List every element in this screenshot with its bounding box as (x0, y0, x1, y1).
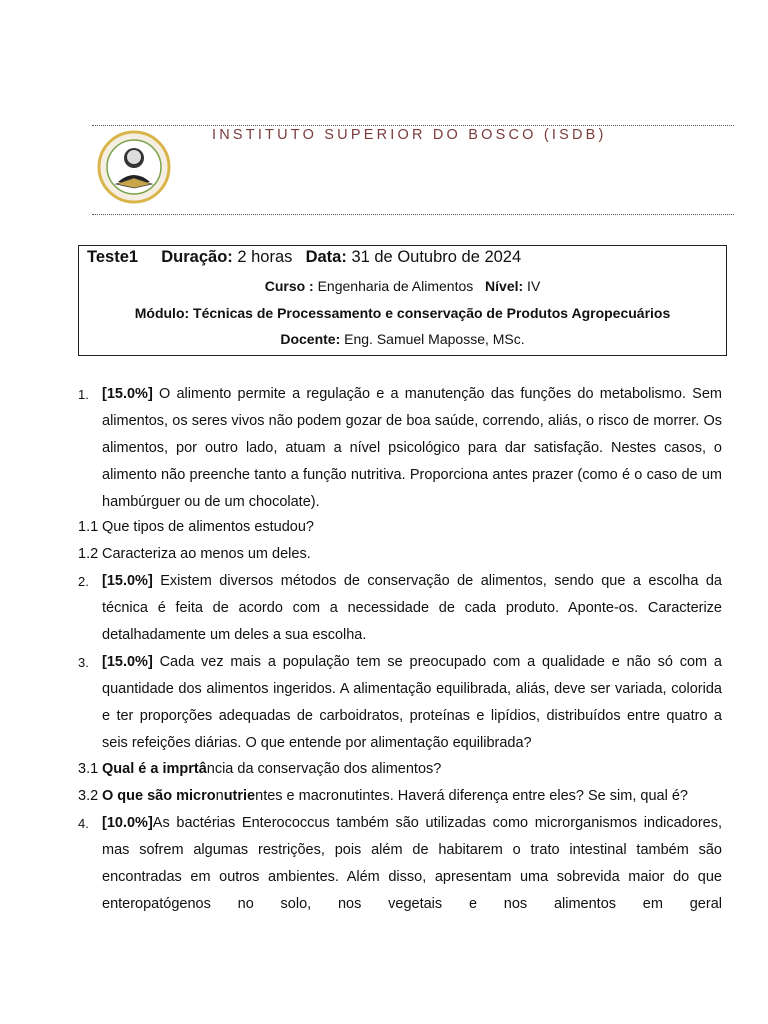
subquestion-number: 1.2 (78, 546, 99, 562)
module-line (79, 305, 726, 321)
logo-seal-icon (96, 130, 172, 204)
subquestion-1-2 (78, 541, 311, 568)
subquestion-rest-text: ntes e macronutintes. Haverá diferença entre eles? Se sim, qual é? (255, 788, 688, 804)
subquestion-number: 1.1 (78, 519, 99, 535)
course-label: Curso : (264, 278, 314, 294)
question-weight: [15.0%] (102, 386, 153, 402)
level-label: Nível: (485, 278, 524, 294)
course-value: Engenharia de Alimentos (313, 278, 474, 294)
question-number: 3. (78, 655, 89, 670)
subquestion-mid-text: n (215, 788, 224, 804)
course-line (79, 278, 726, 294)
teacher-label: Docente: (280, 331, 341, 347)
header-bottom-rule (92, 214, 734, 215)
question-3 (102, 649, 722, 757)
date-value: 31 de Outubro de 2024 (346, 248, 522, 266)
subquestion-text (102, 756, 441, 783)
subquestion-text: Caracteriza ao menos um deles. (102, 546, 311, 562)
question-4 (102, 810, 722, 918)
duration-value: 2 horas (232, 248, 293, 266)
subquestion-text (102, 783, 688, 810)
question-number: 1. (78, 387, 89, 402)
exam-info-box (78, 245, 727, 356)
question-text: Existem diversos métodos de conservação de alimentos, sendo que a escolha da técnica é feita de acordo com a necessidade de cada produto. Aponte-os. Caracterize detalhadamente um deles a sua escolha. (102, 573, 722, 643)
question-weight: [15.0%] (102, 654, 153, 670)
subquestion-bold-text-2: utrie (223, 788, 256, 804)
subquestion-bold-text: O que são micro (102, 788, 216, 804)
date-label: Data: (305, 248, 347, 266)
subquestion-3-2 (78, 783, 688, 810)
institution-logo (96, 130, 172, 204)
header-top-rule (92, 125, 734, 126)
subquestion-number: 3.1 (78, 761, 99, 777)
teacher-value: Eng. Samuel Maposse, MSc. (340, 331, 525, 347)
subquestion-bold-text: Qual é a imprtâ (102, 761, 207, 777)
exam-summary-line (87, 248, 521, 267)
level-value: IV (523, 278, 541, 294)
question-number: 4. (78, 816, 89, 831)
question-number: 2. (78, 574, 89, 589)
subquestion-rest-text: ncia da conservação dos alimentos? (206, 761, 442, 777)
subquestion-1-1 (78, 514, 314, 541)
question-1 (102, 381, 722, 516)
question-weight: [10.0%] (102, 815, 153, 831)
teacher-line (79, 331, 726, 347)
question-text: Cada vez mais a população tem se preocupado com a qualidade e não só com a quantidade dos alimentos ingeridos. A alimentação equilibrada, aliás, deve ser variada, colorida e ter proporções adequadas de carboidratos, proteínas e lipídios, distribuídos entre quatro a seis refeições diárias. O que entende por alimentação equilibrada? (102, 654, 722, 751)
question-weight: [15.0%] (102, 573, 153, 589)
question-text: As bactérias Enterococcus também são utilizadas como microrganismos indicadores, mas sofrem algumas restrições, pois além de habitarem o trato intestinal também são encontradas em outros ambientes. Além disso, apresentam uma sobrevida maior do que enteropatógenos no solo, nos vegetais e nos alimentos em geral (102, 815, 722, 912)
question-2 (102, 568, 722, 649)
module-title: Módulo: Técnicas de Processamento e conservação de Produtos Agropecuários (134, 305, 671, 321)
test-label: Teste1 (87, 248, 139, 266)
subquestion-3-1 (78, 756, 442, 783)
institution-name: INSTITUTO SUPERIOR DO BOSCO (ISDB) (212, 127, 607, 143)
subquestion-number: 3.2 (78, 788, 99, 804)
question-text: O alimento permite a regulação e a manutenção das funções do metabolismo. Sem alimentos, os seres vivos não podem gozar de boa saúde, correndo, aliás, o risco de morrer. Os alimentos, por outro lado, atuam a nível psicológico para dar satisfação. Nestes casos, o alimento não preenche tanto a função nutritiva. Proporciona antes prazer (como é o caso de um hambúrguer ou de um chocolate). (102, 386, 722, 510)
duration-label: Duração: (161, 248, 233, 266)
subquestion-text: Que tipos de alimentos estudou? (102, 519, 314, 535)
